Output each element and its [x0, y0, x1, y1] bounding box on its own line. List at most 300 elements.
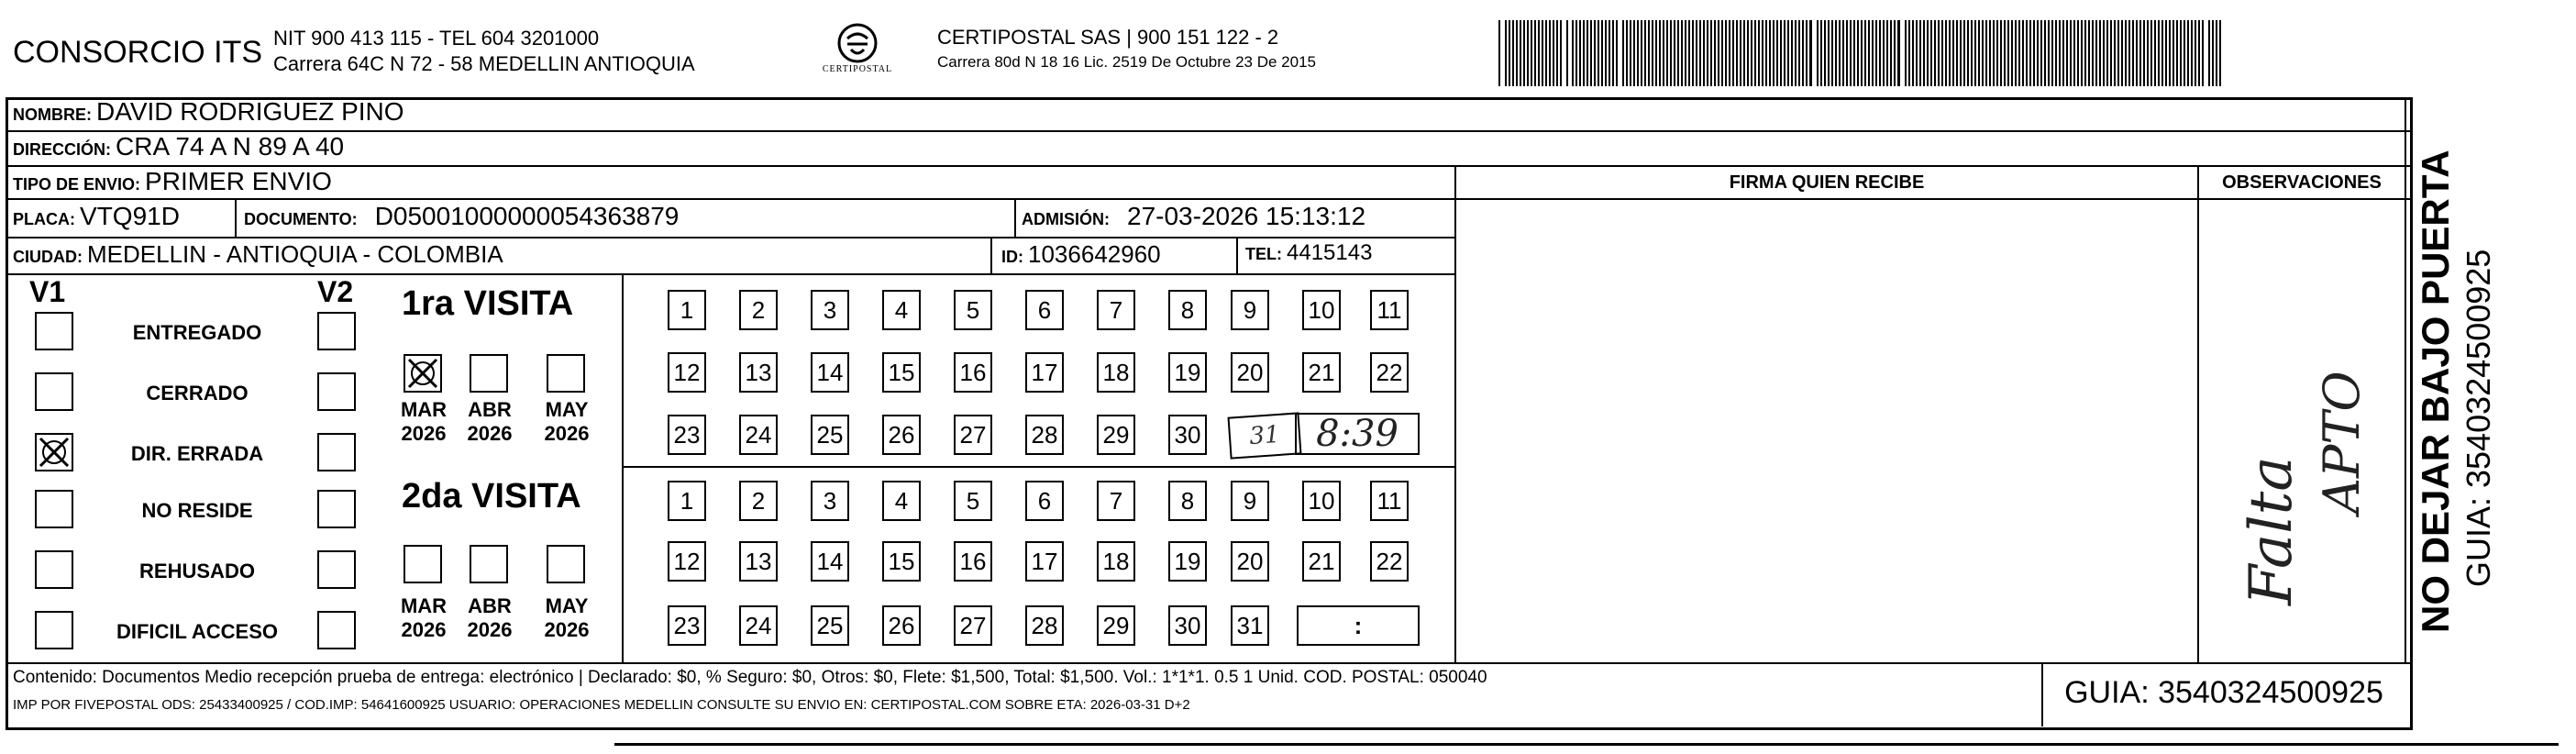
barcode-bar — [1652, 20, 1653, 86]
barcode-bar — [1534, 20, 1536, 86]
barcode-bar — [1666, 20, 1668, 86]
v2-checkbox[interactable] — [317, 433, 356, 471]
day-box[interactable]: 23 — [668, 605, 706, 646]
barcode-bar — [1842, 20, 1844, 86]
second-visit-time-box[interactable]: : — [1297, 605, 1420, 646]
day-box[interactable]: 27 — [954, 415, 992, 455]
day-box[interactable]: 30 — [1168, 415, 1207, 455]
barcode-bar — [2147, 20, 2149, 86]
day-box[interactable]: 1 — [668, 290, 706, 330]
day-box[interactable]: 10 — [1302, 290, 1341, 330]
day-box[interactable]: 3 — [811, 481, 849, 521]
barcode-bar — [1553, 20, 1554, 86]
documento-field — [244, 202, 679, 231]
barcode-bar — [1762, 20, 1763, 86]
col-divider — [235, 198, 237, 237]
barcode-bar — [1996, 20, 1998, 86]
day-box[interactable]: 26 — [882, 415, 921, 455]
day-box[interactable]: 11 — [1370, 481, 1409, 521]
direccion-field — [13, 132, 344, 161]
day-box[interactable]: 22 — [1370, 352, 1409, 393]
v2-checkbox[interactable] — [317, 372, 356, 411]
barcode-bar — [1835, 20, 1837, 86]
v2-checkbox[interactable] — [317, 550, 356, 589]
barcode-bar — [2062, 20, 2064, 86]
barcode-bar — [1663, 20, 1664, 86]
day-box[interactable]: 28 — [1025, 605, 1064, 646]
barcode-bar — [1960, 20, 1962, 86]
day-box[interactable]: 1 — [668, 481, 706, 521]
first-handwritten-time: 8:39 — [1295, 413, 1420, 455]
barcode-bar — [1566, 20, 1568, 86]
barcode-bar — [1850, 20, 1852, 86]
barcode-bar — [1549, 20, 1551, 86]
barcode-bar — [1949, 20, 1951, 86]
barcode-bar — [1982, 20, 1984, 86]
side-guia: GUIA: 3540324500925 — [2460, 249, 2497, 587]
barcode-bar — [1710, 20, 1712, 86]
barcode-bar — [1857, 20, 1859, 86]
barcode-bar — [1677, 20, 1679, 86]
day-box[interactable]: 21 — [1302, 352, 1341, 393]
barcode-bar — [2161, 20, 2163, 86]
barcode-bar — [1633, 20, 1635, 86]
barcode-bar — [1714, 20, 1716, 86]
certipostal-logo — [807, 22, 908, 86]
day-box[interactable]: 21 — [1302, 541, 1341, 582]
barcode-bar — [2180, 20, 2182, 86]
direccion-label: DIRECCIÓN: — [13, 140, 111, 159]
day-box[interactable]: 8 — [1168, 290, 1207, 330]
barcode-bar — [1644, 20, 1646, 86]
barcode-bar — [1732, 20, 1734, 86]
day-box[interactable]: 17 — [1025, 352, 1064, 393]
barcode-bar — [2084, 20, 2086, 86]
barcode-bar — [1905, 20, 1907, 86]
barcode-bar — [1828, 20, 1830, 86]
year-label: 2026 — [467, 422, 513, 445]
address-line: Carrera 64C N 72 - 58 MEDELLIN ANTIOQUIA — [273, 52, 695, 75]
day-box[interactable]: 14 — [811, 541, 849, 582]
year-label: 2026 — [401, 422, 447, 445]
day-box[interactable]: 13 — [739, 541, 778, 582]
barcode-bar — [1718, 20, 1719, 86]
barcode-bar — [1974, 20, 1976, 86]
day-box[interactable]: 24 — [739, 605, 778, 646]
barcode-bar — [2088, 20, 2090, 86]
nombre-field — [13, 97, 404, 127]
v1-checkbox[interactable] — [35, 490, 73, 528]
barcode-bar — [2011, 20, 2013, 86]
v2-checkbox[interactable] — [317, 611, 356, 649]
row-divider — [6, 130, 2413, 132]
barcode-bar — [2128, 20, 2130, 86]
barcode-bar — [2150, 20, 2152, 86]
barcode-bar — [2040, 20, 2042, 86]
day-box[interactable]: 9 — [1231, 290, 1269, 330]
day-box[interactable]: 15 — [882, 352, 921, 393]
barcode-bar — [1575, 20, 1577, 86]
barcode-bar — [1883, 20, 1885, 86]
barcode-bar — [1736, 20, 1738, 86]
logo-seal-icon — [836, 22, 879, 64]
barcode-bar — [2022, 20, 2024, 86]
nit-line: NIT 900 413 115 - TEL 604 3201000 — [273, 27, 600, 50]
barcode-bar — [1908, 20, 1910, 86]
barcode-bar — [1993, 20, 1995, 86]
tel-field — [1245, 240, 1372, 266]
barcode-bar — [1802, 20, 1804, 86]
barcode-bar — [2000, 20, 2002, 86]
month-checkbox[interactable] — [547, 545, 585, 583]
barcode-bar — [1498, 20, 1500, 86]
documento-value: D05001000000054363879 — [374, 202, 680, 230]
barcode-bar — [1670, 20, 1672, 86]
barcode-bar — [2106, 20, 2108, 86]
barcode-bar — [1784, 20, 1786, 86]
barcode-bar — [1626, 20, 1628, 86]
barcode-bar — [1583, 20, 1585, 86]
v1-checkbox[interactable] — [35, 550, 73, 589]
barcode-bar — [1754, 20, 1756, 86]
barcode-bar — [2077, 20, 2079, 86]
barcode-bar — [1864, 20, 1866, 86]
day-box[interactable]: 23 — [668, 415, 706, 455]
barcode-bar — [1916, 20, 1918, 86]
barcode-bar — [2015, 20, 2017, 86]
month-checkbox[interactable] — [470, 545, 508, 583]
barcode-bar — [1824, 20, 1826, 86]
barcode-bar — [1707, 20, 1708, 86]
day-box[interactable]: 4 — [882, 290, 921, 330]
day-box[interactable]: 16 — [954, 541, 992, 582]
barcode-bar — [2143, 20, 2145, 86]
first-visit-title: 1ra VISITA — [402, 284, 574, 323]
barcode-bar — [1894, 20, 1896, 86]
barcode-bar — [2219, 20, 2221, 86]
barcode-bar — [2117, 20, 2119, 86]
first-handwritten-day: 31 — [1227, 412, 1301, 459]
barcode-bar — [1703, 20, 1705, 86]
day-box[interactable]: 18 — [1097, 541, 1135, 582]
barcode-bar — [2110, 20, 2112, 86]
day-box[interactable]: 15 — [882, 541, 921, 582]
month-checkbox[interactable] — [404, 545, 442, 583]
status-option-label: CERRADO — [146, 382, 249, 405]
day-box[interactable]: 5 — [954, 481, 992, 521]
month-label: ABR — [468, 398, 512, 421]
barcode-bar — [2158, 20, 2160, 86]
barcode-bar — [1605, 20, 1607, 86]
barcode-bar — [2044, 20, 2046, 86]
barcode-bar — [1765, 20, 1767, 86]
barcode-bar — [2029, 20, 2031, 86]
barcode-bar — [1696, 20, 1697, 86]
x-mark-icon — [37, 435, 72, 470]
row-divider — [6, 198, 2413, 200]
barcode-bar — [1971, 20, 1973, 86]
day-box[interactable]: 12 — [668, 541, 706, 582]
col-divider — [2405, 97, 2406, 662]
day-box[interactable]: 10 — [1302, 481, 1341, 521]
company-name: CONSORCIO ITS — [13, 35, 263, 70]
barcode-bar — [1963, 20, 1965, 86]
handwritten-note-apto: APTO — [2313, 371, 2371, 514]
month-label: MAR — [400, 398, 448, 421]
barcode-bar — [1681, 20, 1683, 86]
day-box[interactable]: 7 — [1097, 290, 1135, 330]
row-divider — [6, 165, 2413, 167]
status-option-label: NO RESIDE — [141, 499, 253, 522]
row-divider — [622, 466, 1454, 468]
barcode-bar — [1751, 20, 1752, 86]
row-divider — [6, 237, 1456, 238]
day-box[interactable]: 11 — [1370, 290, 1409, 330]
day-box[interactable]: 14 — [811, 352, 849, 393]
barcode-bar — [2125, 20, 2127, 86]
day-box[interactable]: 30 — [1168, 605, 1207, 646]
day-box[interactable]: 8 — [1168, 481, 1207, 521]
id-field — [1001, 240, 1161, 269]
barcode-bar — [1572, 20, 1574, 86]
day-box[interactable]: 24 — [739, 415, 778, 455]
barcode-bar — [1622, 20, 1624, 86]
day-box[interactable]: 20 — [1231, 352, 1269, 393]
nombre-value: DAVID RODRIGUEZ PINO — [96, 97, 404, 126]
barcode-bar — [2095, 20, 2097, 86]
barcode-bar — [2099, 20, 2101, 86]
barcode-bar — [1512, 20, 1514, 86]
v1-checkbox[interactable] — [35, 372, 73, 411]
barcode-bar — [1740, 20, 1741, 86]
barcode-bar — [1594, 20, 1596, 86]
barcode-bar — [2033, 20, 2035, 86]
barcode-bar — [1699, 20, 1701, 86]
tipo-envio-label: TIPO DE ENVIO: — [13, 175, 141, 194]
v2-checkbox[interactable] — [317, 312, 356, 350]
month-checkbox[interactable] — [404, 354, 442, 393]
barcode-bar — [1978, 20, 1980, 86]
barcode-bar — [1556, 20, 1558, 86]
v1-checkbox[interactable] — [35, 611, 73, 649]
handwritten-note-falta: Falta — [2238, 456, 2305, 605]
barcode-bar — [2007, 20, 2009, 86]
barcode-bar — [1516, 20, 1518, 86]
tipo-envio-value: PRIMER ENVIO — [145, 167, 332, 195]
barcode-bar — [1758, 20, 1760, 86]
barcode-bar — [1861, 20, 1863, 86]
barcode-bar — [1743, 20, 1745, 86]
barcode-bar — [2154, 20, 2156, 86]
barcode-bar — [1846, 20, 1848, 86]
barcode-bar — [1637, 20, 1639, 86]
barcode-bar — [2208, 20, 2210, 86]
row-divider — [6, 273, 1456, 275]
barcode-bar — [1809, 20, 1812, 86]
barcode-bar — [1872, 20, 1874, 86]
barcode-bar — [1542, 20, 1543, 86]
barcode-bar — [1659, 20, 1661, 86]
barcode-bar — [2132, 20, 2134, 86]
certipostal-info — [937, 26, 1316, 72]
month-label: MAR — [400, 594, 448, 617]
day-box[interactable]: 9 — [1231, 481, 1269, 521]
ciudad-value: MEDELLIN - ANTIOQUIA - COLOMBIA — [87, 240, 503, 268]
barcode-bar — [1879, 20, 1881, 86]
day-box[interactable]: 19 — [1168, 541, 1207, 582]
tel-value: 4415143 — [1287, 240, 1373, 265]
barcode-bar — [2136, 20, 2138, 86]
barcode-bar — [2055, 20, 2057, 86]
admision-field — [1022, 202, 1365, 231]
barcode-bar — [2051, 20, 2053, 86]
barcode-bar — [2048, 20, 2050, 86]
day-box[interactable]: 29 — [1097, 605, 1135, 646]
barcode-bar — [2070, 20, 2072, 86]
certipostal-line: CERTIPOSTAL SAS | 900 151 122 - 2 — [937, 26, 1279, 49]
barcode-bar — [1509, 20, 1510, 86]
col-divider — [1454, 165, 1456, 662]
barcode-bar — [1630, 20, 1631, 86]
barcode-bar — [1941, 20, 1943, 86]
barcode-bar — [2139, 20, 2141, 86]
barcode-bar — [2121, 20, 2123, 86]
day-box[interactable]: 27 — [954, 605, 992, 646]
day-box[interactable]: 4 — [882, 481, 921, 521]
v2-label: V2 — [317, 275, 354, 308]
day-box[interactable]: 12 — [668, 352, 706, 393]
month-label: MAY — [545, 594, 589, 617]
month-label: MAY — [545, 398, 589, 421]
barcode-bar — [1729, 20, 1730, 86]
barcode-bar — [1798, 20, 1800, 86]
barcode-bar — [2066, 20, 2068, 86]
day-box[interactable]: 25 — [811, 605, 849, 646]
barcode-bar — [1560, 20, 1562, 86]
day-box[interactable]: 6 — [1025, 481, 1064, 521]
year-label: 2026 — [467, 618, 513, 641]
barcode-bar — [1612, 20, 1614, 86]
barcode-bar — [1648, 20, 1650, 86]
barcode-bar — [2165, 20, 2167, 86]
barcode-bar — [1688, 20, 1690, 86]
v1-label: V1 — [29, 275, 66, 308]
barcode-bar — [1795, 20, 1797, 86]
barcode-bar — [2191, 20, 2193, 86]
second-visit-title: 2da VISITA — [402, 477, 581, 516]
day-box[interactable]: 31 — [1231, 605, 1269, 646]
barcode-bar — [1806, 20, 1808, 86]
day-box[interactable]: 2 — [739, 481, 778, 521]
status-option-label: DIR. ERRADA — [130, 442, 264, 465]
barcode-bar — [1952, 20, 1954, 86]
day-box[interactable]: 20 — [1231, 541, 1269, 582]
barcode-bar — [1531, 20, 1532, 86]
logo-text: CERTIPOSTAL — [822, 64, 893, 74]
row-divider — [6, 662, 2413, 664]
placa-value: VTQ91D — [80, 202, 180, 230]
day-box[interactable]: 17 — [1025, 541, 1064, 582]
barcode-bar — [1641, 20, 1642, 86]
footer-contenido: Contenido: Documentos Medio recepción prueba de entrega: electrónico | Declarado: $0, % Seguro: $0, Otros: $0, Flete: $1,500, Total: $1,500. Vol.: 1*1*1. 0.5 1 Unid. COD. POSTAL: 050040 — [13, 668, 1487, 687]
day-box[interactable]: 13 — [739, 352, 778, 393]
barcode-bar — [1927, 20, 1929, 86]
documento-label: DOCUMENTO: — [244, 210, 358, 228]
status-option-label: DIFICIL ACCESO — [116, 620, 278, 643]
month-checkbox[interactable] — [470, 354, 508, 393]
barcode-bar — [1787, 20, 1789, 86]
barcode-bar — [1725, 20, 1727, 86]
day-box[interactable]: 16 — [954, 352, 992, 393]
barcode-bar — [2198, 20, 2200, 86]
barcode-bar — [2004, 20, 2006, 86]
day-box[interactable]: 19 — [1168, 352, 1207, 393]
barcode-bar — [1721, 20, 1723, 86]
certipostal-address: Carrera 80d N 18 16 Lic. 2519 De Octubre 23 De 2015 — [937, 53, 1316, 71]
barcode-bar — [1934, 20, 1936, 86]
col-divider — [990, 237, 992, 273]
x-mark-icon — [405, 356, 440, 391]
barcode-bar — [2103, 20, 2105, 86]
barcode-bar — [1590, 20, 1592, 86]
bottom-rule — [614, 743, 2559, 746]
direccion-value: CRA 74 A N 89 A 40 — [116, 132, 345, 161]
day-box[interactable]: 29 — [1097, 415, 1135, 455]
tel-label: TEL: — [1245, 245, 1282, 263]
barcode-bar — [1956, 20, 1958, 86]
barcode-bar — [1616, 20, 1618, 86]
ciudad-field — [13, 240, 503, 269]
barcode — [1497, 18, 2226, 88]
barcode-bar — [2026, 20, 2028, 86]
observaciones-header: OBSERVACIONES — [2222, 172, 2382, 193]
barcode-bar — [1747, 20, 1749, 86]
day-box[interactable]: 7 — [1097, 481, 1135, 521]
day-box[interactable]: 5 — [954, 290, 992, 330]
v2-checkbox[interactable] — [317, 490, 356, 528]
day-box[interactable]: 25 — [811, 415, 849, 455]
barcode-bar — [1817, 20, 1819, 86]
barcode-bar — [1938, 20, 1940, 86]
day-box[interactable]: 26 — [882, 605, 921, 646]
month-checkbox[interactable] — [547, 354, 585, 393]
day-box[interactable]: 6 — [1025, 290, 1064, 330]
barcode-bar — [1773, 20, 1774, 86]
barcode-bar — [1505, 20, 1507, 86]
barcode-bar — [1967, 20, 1969, 86]
barcode-bar — [1945, 20, 1947, 86]
barcode-bar — [1820, 20, 1822, 86]
barcode-bar — [2176, 20, 2178, 86]
day-box[interactable]: 28 — [1025, 415, 1064, 455]
v1-checkbox[interactable] — [35, 433, 73, 471]
v1-checkbox[interactable] — [35, 312, 73, 350]
barcode-bar — [1685, 20, 1686, 86]
day-box[interactable]: 18 — [1097, 352, 1135, 393]
barcode-bar — [1674, 20, 1675, 86]
barcode-bar — [1930, 20, 1932, 86]
day-box[interactable]: 3 — [811, 290, 849, 330]
barcode-bar — [1791, 20, 1793, 86]
barcode-bar — [1989, 20, 1991, 86]
barcode-bar — [1538, 20, 1540, 86]
day-box[interactable]: 22 — [1370, 541, 1409, 582]
barcode-bar — [1587, 20, 1588, 86]
barcode-bar — [2216, 20, 2217, 86]
day-box[interactable]: 2 — [739, 290, 778, 330]
barcode-bar — [2018, 20, 2020, 86]
barcode-bar — [1853, 20, 1855, 86]
